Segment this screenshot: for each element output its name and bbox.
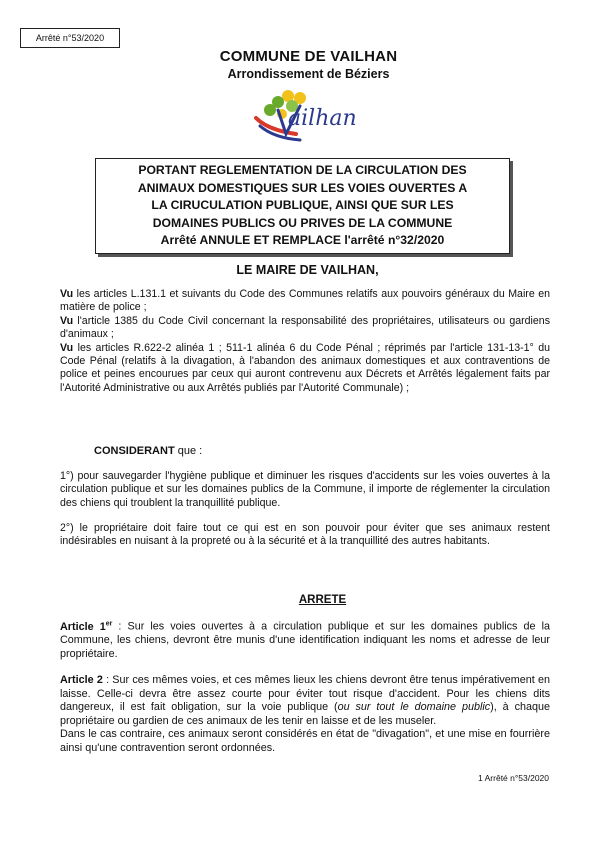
title-line: DOMAINES PUBLICS OU PRIVES DE LA COMMUNE	[152, 215, 453, 230]
decree-title-box	[95, 158, 510, 254]
article-2-paragraph	[60, 674, 550, 728]
header	[0, 48, 595, 81]
article-2	[60, 674, 550, 756]
article-2-text: : Sur ces mêmes voies, et ces mêmes lieux les chiens devront être tenus impérativement en laisse. Celle-ci devra être assez courte pour éviter tout risque d'accident. Pour les chiens dits dangereux, il est fait obligation, sur la voie publique (	[60, 674, 550, 714]
decree-reference-box: Arrêté n°53/2020	[20, 28, 120, 48]
vu-paragraph	[60, 315, 550, 342]
vu-lead: Vu	[60, 288, 74, 300]
title-line: PORTANT REGLEMENTATION DE LA CIRCULATION DES	[138, 163, 467, 177]
title-line: LA CIRUCULATION PUBLIQUE, AINSI QUE SUR LES	[151, 198, 454, 212]
arrete-heading: ARRETE	[298, 594, 347, 606]
footer-page-reference: 1 Arrêté n°53/2020	[478, 773, 549, 783]
logo-wordmark: ailhan	[288, 106, 357, 131]
arrondissement: Arrondissement de Béziers	[227, 67, 390, 81]
vu-text: les articles L.131.1 et suivants du Code des Communes relatifs aux pouvoirs généraux du Maire en matière de police ;	[60, 288, 550, 314]
title-line: ANIMAUX DOMESTIQUES SUR LES VOIES OUVERTES A	[137, 180, 468, 195]
article-2-paragraph-2: Dans le cas contraire, ces animaux seront considérés en état de "divagation", et une mise en fourrière ainsi qu'une contravention seront ordonnées.	[60, 728, 550, 754]
vu-text: les articles R.622-2 alinéa 1 ; 511-1 alinéa 6 du Code Pénal ; réprimés par l'article 131-13-1° du Code Pénal (relatifs à la divagation, à l'abandon des animaux domestiques et aux contraventions de police et peines encourues par ceux qui auront contrevenu aux Décrets et Arrêtés légalement faits par l'Autorité Administrative ou aux Arrêtés publiés par l'Autorité Communale) ;	[60, 341, 550, 394]
article-2-italic: ou sur tout le domaine public	[337, 701, 491, 714]
article-1	[60, 617, 550, 661]
title-line: Arrêté ANNULE ET REMPLACE l'arrêté n°32/2020	[160, 233, 445, 247]
vu-paragraph	[60, 342, 550, 396]
maire-heading: LE MAIRE DE VAILHAN,	[236, 263, 379, 277]
vailhan-logo	[248, 88, 374, 146]
vu-lead: Vu	[60, 341, 74, 354]
considerant-heading	[94, 445, 202, 457]
vu-text: l'article 1385 du Code Civil concernant la responsabilité des propriétaires, utilisateurs ou gardiens d'animaux ;	[60, 314, 550, 341]
considerant-lead: CONSIDERANT	[94, 445, 175, 457]
commune-name: COMMUNE DE VAILHAN	[219, 48, 398, 65]
considerant-rest: que :	[174, 445, 203, 457]
article-1-text: : Sur les voies ouvertes à a circulation publique et sur les domaines publics de la Commune, les chiens, devront être munis d'une identification indiquant les noms et adresse de leur propriétaire.	[60, 620, 550, 660]
considerant-point-1: 1°) pour sauvegarder l'hygiène publique et diminuer les risques d'accidents sur les voies ouvertes à la circulation publique et sur les domaines publics de la Commune, il importe de réglementer la circulation des chiens qui troublent la tranquillité publique.	[60, 470, 550, 509]
article-2-lead: Article 2	[60, 674, 103, 686]
considerant-point-2: 2°) le propriétaire doit faire tout ce qui est en son pouvoir pour éviter que ses animaux restent indésirables en nuisant à la propreté ou à la sécurité et à la tranquillité des autres habitants.	[60, 522, 550, 548]
vu-paragraph	[60, 288, 550, 315]
article-2-text-end: ), à chaque propriétaire ou gardien de ces animaux de les tenir en laisse et de les museler.	[60, 701, 550, 727]
vu-section	[60, 288, 550, 395]
article-1-lead: Article 1er	[60, 620, 113, 633]
vu-lead: Vu	[60, 314, 74, 327]
